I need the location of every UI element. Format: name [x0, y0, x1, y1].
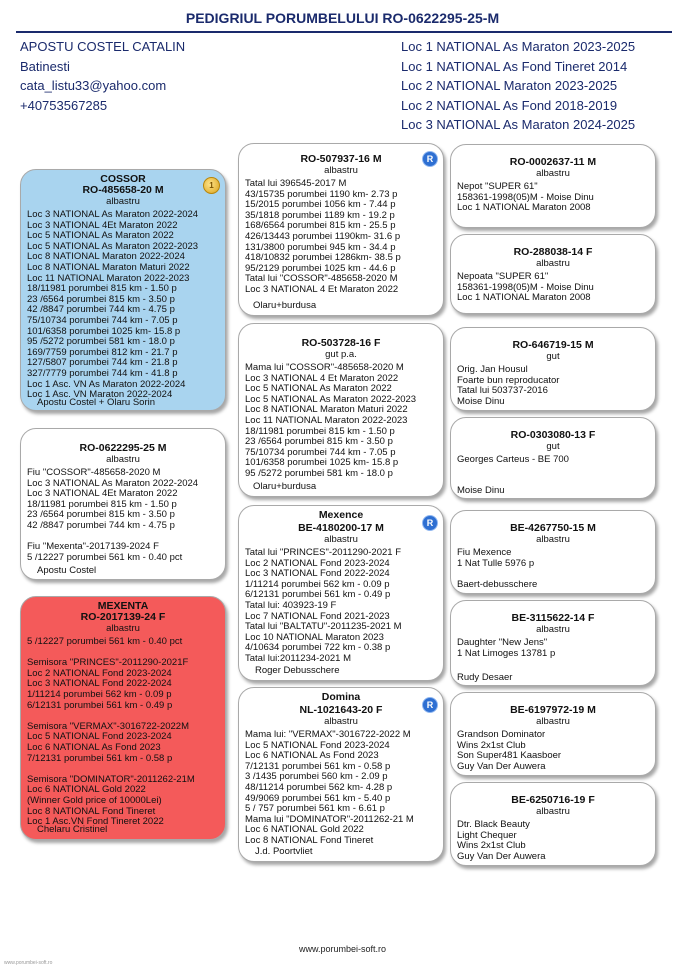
detail-line: Loc 5 NATIONAL Fond 2023-2024 — [27, 731, 172, 743]
detail-line: Wins 2x1st Club — [457, 739, 526, 751]
detail-line: Loc 8 NATIONAL Maraton 2022-2024 — [27, 251, 185, 263]
detail-line: Loc 1 NATIONAL Maraton 2008 — [457, 292, 591, 304]
owner-email[interactable]: cata_listu33@yahoo.com — [20, 78, 167, 93]
detail-line: Tatal lui "PRINCES"-2011290-2021 F — [245, 547, 402, 558]
detail-line: Loc 7 NATIONAL Fond 2021-2023 — [245, 610, 390, 622]
detail-line: Grandson Dominator — [457, 729, 546, 740]
detail-line: 418/10832 porumbei 1286km- 38.5 p — [245, 252, 401, 264]
detail-line: 5 /12227 porumbei 561 km - 0.40 pct — [27, 551, 183, 563]
detail-line: 1/11214 porumbei 562 km - 0.09 p — [245, 578, 390, 590]
pigeon-ring: BE-3115622-14 F — [511, 612, 595, 624]
detail-line: Loc 3 NATIONAL As Maraton 2022-2024 — [27, 477, 199, 489]
detail-line: Loc 1 Asc.VN Fond Tineret 2022 — [27, 816, 164, 828]
registered-icon: R — [422, 515, 438, 531]
pigeon-details — [21, 637, 225, 828]
detail-line: 1/11214 porumbei 562 km - 0.09 p — [27, 688, 172, 700]
pigeon-ring: BE-4180200-17 M — [298, 522, 384, 534]
pigeon-name: COSSOR — [100, 173, 146, 185]
detail-line: Mama lui "COSSOR"-485658-2020 M — [245, 362, 404, 373]
owner-city: Batinesti — [20, 58, 70, 74]
detail-line: Tatal lui "BALTATU"-2011235-2021 M — [245, 621, 402, 633]
detail-line: (Winner Gold price of 10000Lei) — [27, 794, 162, 806]
detail-line: Tatal lui:2011234-2021 M — [245, 652, 351, 664]
detail-line: Nepot "SUPER 61" — [457, 181, 538, 192]
pigeon-details — [21, 210, 225, 401]
detail-line: 127/5807 porumbei 744 km - 21.8 p — [27, 357, 178, 369]
title-line: Loc 2 NATIONAL As Fond 2018-2019 — [401, 97, 618, 113]
pigeon-breeder: Moise Dinu — [457, 485, 505, 496]
pigeon-ring: RO-0002637-11 M — [509, 156, 597, 168]
registered-icon: R — [422, 151, 438, 167]
detail-line: Loc 3 NATIONAL 4 Et Maraton 2022 — [245, 372, 399, 384]
detail-line: Loc 8 NATIONAL Fond Tineret — [27, 805, 156, 817]
card-grandparent-4[interactable] — [238, 687, 444, 862]
pigeon-breeder: Roger Debusschere — [255, 665, 340, 676]
pigeon-ring: RO-507937-16 M — [300, 153, 382, 165]
pigeon-details — [239, 548, 443, 665]
pigeon-color: gut p.a. — [325, 349, 357, 360]
detail-line: 158361-1998(05)M - Moise Dinu — [457, 281, 594, 293]
detail-line: 5 /12227 porumbei 561 km - 0.40 pct — [27, 636, 183, 647]
card-ggp-1[interactable] — [450, 144, 656, 228]
detail-line: Loc 5 NATIONAL As Maraton 2022 — [27, 230, 174, 242]
detail-line: Fiu Mexence — [457, 547, 512, 558]
card-ggp-3[interactable] — [450, 327, 656, 411]
detail-line: 23 /6564 porumbei 815 km - 3.50 p — [27, 509, 175, 521]
pigeon-breeder: Olaru+burdusa — [253, 481, 317, 492]
detail-line: 131/3800 porumbei 945 km - 34.4 p — [245, 241, 396, 253]
owner-name: APOSTU COSTEL CATALIN — [20, 39, 186, 54]
pigeon-color: albastru — [536, 806, 570, 817]
detail-line: Loc 6 NATIONAL As Fond 2023 — [27, 741, 161, 753]
title-line: Loc 1 NATIONAL As Fond Tineret 2014 — [401, 58, 628, 74]
detail-line: Semisora "DOMINATOR"-2011262-21M — [27, 773, 195, 785]
pigeon-name: MEXENTA — [97, 600, 149, 612]
pigeon-details — [451, 365, 655, 407]
detail-line: Dtr. Black Beauty — [457, 819, 530, 830]
detail-line: 75/10734 porumbei 744 km - 7.05 p — [245, 446, 396, 458]
pigeon-breeder: Apostu Costel — [37, 565, 97, 576]
pigeon-name: Domina — [321, 691, 361, 703]
owner-phone: +40753567285 — [20, 97, 108, 113]
card-sire[interactable] — [20, 169, 226, 411]
pigeon-color: albastru — [536, 534, 570, 545]
pigeon-color: albastru — [536, 168, 570, 179]
detail-line: 6/12131 porumbei 561 km - 0.49 p — [27, 699, 173, 711]
detail-line: 95 /5272 porumbei 581 km - 18.0 p — [27, 336, 175, 348]
detail-line: Loc 3 NATIONAL 4 Et Maraton 2022 — [245, 283, 399, 295]
pigeon-details — [451, 182, 655, 214]
pigeon-details — [239, 363, 443, 480]
detail-line: Loc 10 NATIONAL Maraton 2023 — [245, 631, 384, 643]
pigeon-details — [239, 179, 443, 296]
detail-line: Guy Van Der Auwera — [457, 760, 546, 772]
detail-line: 1 Nat Tulle 5976 p — [457, 557, 535, 569]
detail-line: Son Super481 Kaasboer — [457, 750, 562, 762]
detail-line: Loc 1 Asc. VN Maraton 2022-2024 — [27, 389, 173, 401]
pigeon-color: albastru — [324, 716, 358, 727]
detail-line: Loc 2 NATIONAL Fond 2023-2024 — [245, 557, 390, 569]
detail-line: 168/6564 porumbei 815 km - 25.5 p — [245, 220, 396, 232]
detail-line: 7/12131 porumbei 561 km - 0.58 p — [245, 760, 391, 772]
pigeon-details — [239, 730, 443, 847]
detail-line: Loc 3 NATIONAL 4Et Maraton 2022 — [27, 219, 178, 231]
pigeon-color: albastru — [536, 624, 570, 635]
pigeon-name: Mexence — [318, 509, 364, 521]
detail-line: Loc 11 NATIONAL Maraton 2022-2023 — [245, 414, 408, 426]
pigeon-color: albastru — [106, 454, 140, 465]
detail-line: Loc 5 NATIONAL As Maraton 2022-2023 — [245, 393, 417, 405]
detail-line: 43/15735 porumbei 1190 km- 2.73 p — [245, 188, 398, 200]
detail-line: Baert-debusschere — [457, 578, 538, 590]
pigeon-breeder: Chelaru Cristinel — [37, 824, 108, 835]
title-divider — [16, 31, 672, 33]
pigeon-ring: RO-485658-20 M — [82, 184, 164, 196]
pigeon-color: albastru — [106, 196, 140, 207]
card-ggp-2[interactable] — [450, 234, 656, 314]
detail-line: Orig. Jan Housul — [457, 364, 528, 375]
card-ggp-8[interactable] — [450, 782, 656, 866]
detail-line: Tatal lui "COSSOR"-485658-2020 M — [245, 273, 398, 285]
detail-line: Daughter "New Jens" — [457, 637, 548, 648]
detail-line: Loc 1 Asc. VN As Maraton 2022-2024 — [27, 378, 186, 390]
detail-line: 18/11981 porumbei 815 km - 1.50 p — [27, 283, 177, 295]
detail-line: 18/11981 porumbei 815 km - 1.50 p — [27, 498, 177, 510]
detail-line: 95 /5272 porumbei 581 km - 18.0 p — [245, 467, 393, 479]
detail-line: Loc 6 NATIONAL Gold 2022 — [27, 784, 146, 796]
card-grandparent-3[interactable] — [238, 505, 444, 681]
detail-line: 158361-1998(05)M - Moise Dinu — [457, 191, 594, 203]
detail-line: Loc 2 NATIONAL Fond 2023-2024 — [27, 667, 172, 679]
detail-line: Loc 5 NATIONAL Fond 2023-2024 — [245, 739, 390, 751]
detail-line: 4/10634 porumbei 722 km - 0.38 p — [245, 642, 391, 654]
corner-stamp: www.porumbei-soft.ro — [4, 960, 53, 966]
pigeon-breeder: Apostu Costel + Olaru Sorin — [37, 397, 156, 408]
card-dam[interactable] — [20, 596, 226, 840]
pigeon-ring: BE-4267750-15 M — [510, 522, 596, 534]
detail-line: 23 /6564 porumbei 815 km - 3.50 p — [27, 293, 175, 305]
pigeon-ring: RO-646719-15 M — [512, 339, 594, 351]
detail-line: 101/6358 porumbei 1025 km- 15.8 p — [245, 457, 399, 469]
card-ggp-6[interactable] — [450, 600, 656, 686]
detail-line: Nepoata "SUPER 61" — [457, 271, 549, 282]
detail-line: Loc 8 NATIONAL Maraton Maturi 2022 — [27, 261, 190, 273]
pigeon-ring: RO-503728-16 F — [301, 337, 381, 349]
detail-line: Loc 8 NATIONAL Fond Tineret — [245, 834, 374, 846]
detail-line: 169/7759 porumbei 812 km - 21.7 p — [27, 346, 178, 358]
detail-line: Fiu "COSSOR"-485658-2020 M — [27, 467, 161, 478]
detail-line: Tatal lui 396545-2017 M — [245, 178, 347, 189]
pigeon-details — [451, 730, 655, 772]
detail-line: Loc 3 NATIONAL As Maraton 2022-2024 — [27, 209, 199, 220]
owner-titles — [401, 37, 635, 135]
pigeon-color: gut — [546, 351, 560, 362]
detail-line: Loc 8 NATIONAL Maraton Maturi 2022 — [245, 404, 408, 416]
detail-line: Guy Van Der Auwera — [457, 850, 546, 862]
detail-line: 42 /8847 porumbei 744 km - 4.75 p — [27, 304, 175, 316]
pigeon-breeder: Olaru+burdusa — [253, 300, 317, 311]
detail-line: Loc 11 NATIONAL Maraton 2022-2023 — [27, 272, 190, 284]
title-line: Loc 1 NATIONAL As Maraton 2023-2025 — [401, 39, 636, 54]
detail-line: Loc 5 NATIONAL As Maraton 2022 — [245, 383, 392, 395]
detail-line: 35/1818 porumbei 1189 km - 19.2 p — [245, 209, 395, 221]
detail-line: 3 /1435 porumbei 560 km - 2.09 p — [245, 771, 388, 783]
title-line: Loc 3 NATIONAL As Maraton 2024-2025 — [401, 117, 636, 132]
pigeon-color: gut — [546, 441, 560, 452]
pigeon-details — [451, 820, 655, 862]
detail-line: 5 / 757 porumbei 561 km - 6.61 p — [245, 803, 385, 815]
pigeon-ring: RO-0303080-13 F — [510, 429, 596, 441]
pigeon-ring: RO-2017139-24 F — [80, 611, 166, 623]
card-ggp-7[interactable] — [450, 692, 656, 776]
pigeon-ring: BE-6250716-19 F — [511, 794, 595, 806]
registered-icon: R — [422, 697, 438, 713]
detail-line: Semisora "VERMAX"-3016722-2022M — [27, 720, 189, 732]
card-grandparent-1[interactable] — [238, 143, 444, 316]
detail-line: 15/2015 porumbei 1056 km - 7.44 p — [245, 199, 396, 211]
pigeon-details — [451, 638, 655, 659]
card-subject[interactable] — [20, 428, 226, 580]
card-grandparent-2[interactable] — [238, 323, 444, 497]
detail-line: Fiu "Mexenta"-2017139-2024 F — [27, 541, 159, 553]
pigeon-ring: RO-288038-14 F — [513, 246, 593, 258]
detail-line: 48/11214 porumbei 562 km- 4.28 p — [245, 781, 393, 793]
detail-line: 1 Nat Limoges 13781 p — [457, 647, 556, 659]
detail-line: Loc 1 NATIONAL Maraton 2008 — [457, 202, 591, 214]
pigeon-breeder: Rudy Desaer — [457, 672, 513, 683]
card-ggp-4[interactable] — [450, 417, 656, 499]
detail-line: 75/10734 porumbei 744 km - 7.05 p — [27, 314, 178, 326]
detail-line: Loc 3 NATIONAL 4Et Maraton 2022 — [27, 488, 178, 500]
card-ggp-5[interactable] — [450, 510, 656, 594]
pigeon-ring: RO-0622295-25 M — [79, 442, 167, 454]
pigeon-breeder: J.d. Poortvliet — [255, 846, 313, 857]
pigeon-color: albastru — [324, 534, 358, 545]
detail-line: Tatal lui: 403923-19 F — [245, 599, 337, 611]
detail-line: 49/9069 porumbei 561 km - 5.40 p — [245, 792, 391, 804]
detail-line: Tatal lui 503737-2016 — [457, 385, 548, 397]
pigeon-details — [451, 272, 655, 304]
owner-info — [20, 37, 185, 115]
pigeon-color: albastru — [536, 716, 570, 727]
detail-line: Moise Dinu — [457, 395, 505, 407]
detail-line: Loc 6 NATIONAL Gold 2022 — [245, 824, 364, 836]
detail-line: Loc 6 NATIONAL As Fond 2023 — [245, 750, 379, 762]
detail-line: 426/13443 porumbei 1190km- 31.6 p — [245, 230, 401, 242]
detail-line: Loc 3 NATIONAL Fond 2022-2024 — [27, 678, 172, 690]
footer-url[interactable]: www.porumbei-soft.ro — [298, 944, 387, 954]
pigeon-ring: BE-6197972-19 M — [510, 704, 596, 716]
detail-line: 42 /8847 porumbei 744 km - 4.75 p — [27, 519, 175, 531]
detail-line: Semisora "PRINCES"-2011290-2021F — [27, 657, 189, 669]
detail-line: Wins 2x1st Club — [457, 840, 526, 852]
pigeon-details — [451, 455, 655, 466]
page-title: PEDIGRIUL PORUMBELULUI RO-0622295-25-M — [185, 10, 500, 26]
detail-line: 6/12131 porumbei 561 km - 0.49 p — [245, 589, 391, 601]
pigeon-color: albastru — [106, 623, 140, 634]
detail-line: Light Chequer — [457, 829, 517, 841]
pigeon-details — [21, 468, 225, 563]
pigeon-color: albastru — [536, 258, 570, 269]
detail-line: Foarte bun reproducator — [457, 374, 560, 386]
detail-line: Mama lui "DOMINATOR"-2011262-21 M — [245, 813, 414, 825]
detail-line: Loc 5 NATIONAL As Maraton 2022-2023 — [27, 240, 199, 252]
pigeon-details — [451, 548, 655, 590]
detail-line: 95/2129 porumbei 1025 km - 44.6 p — [245, 262, 396, 274]
detail-line: 23 /6564 porumbei 815 km - 3.50 p — [245, 436, 393, 448]
pigeon-color: albastru — [324, 165, 358, 176]
title-line: Loc 2 NATIONAL Maraton 2023-2025 — [401, 78, 618, 93]
detail-line: Mama lui: "VERMAX"-3016722-2022 M — [245, 729, 411, 740]
pigeon-ring: NL-1021643-20 F — [299, 704, 383, 716]
detail-line: Georges Carteus - BE 700 — [457, 454, 569, 465]
detail-line: 101/6358 porumbei 1025 km- 15.8 p — [27, 325, 181, 337]
detail-line: 18/11981 porumbei 815 km - 1.50 p — [245, 425, 395, 437]
detail-line: 7/12131 porumbei 561 km - 0.58 p — [27, 752, 173, 764]
detail-line: 327/7779 porumbei 744 km - 41.8 p — [27, 367, 178, 379]
medal-icon: 1 — [203, 177, 220, 194]
detail-line: Loc 3 NATIONAL Fond 2022-2024 — [245, 568, 390, 580]
